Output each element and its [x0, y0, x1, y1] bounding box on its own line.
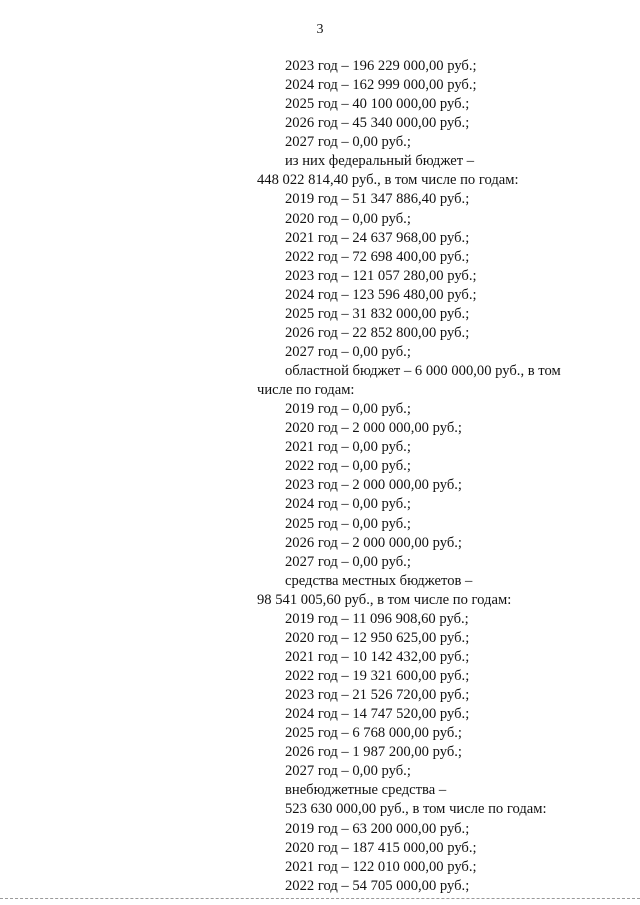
- text-line: 2027 год – 0,00 руб.;: [285, 134, 411, 151]
- text-line: 2020 год – 0,00 руб.;: [285, 210, 411, 227]
- text-line: 2023 год – 196 229 000,00 руб.;: [285, 58, 477, 74]
- text-line: 2022 год – 19 321 600,00 руб.;: [285, 668, 470, 684]
- text-line: 98 541 005,60 руб., в том числе по годам:: [257, 591, 512, 608]
- text-line: внебюджетные средства –: [285, 782, 447, 799]
- text-line: 2026 год – 45 340 000,00 руб.;: [285, 115, 470, 132]
- text-line: 2020 год – 2 000 000,00 руб.;: [285, 420, 462, 437]
- text-line: 2021 год – 122 010 000,00 руб.;: [285, 858, 477, 875]
- text-line: 2026 год – 22 852 800,00 руб.;: [285, 324, 470, 341]
- text-line: 2021 год – 24 637 968,00 руб.;: [285, 229, 470, 246]
- text-line: 2025 год – 0,00 руб.;: [285, 515, 411, 532]
- text-line: 2020 год – 12 950 625,00 руб.;: [285, 629, 470, 646]
- document-body: [0, 57, 640, 896]
- text-line: 2024 год – 123 596 480,00 руб.;: [285, 286, 477, 303]
- text-line: 2027 год – 0,00 руб.;: [285, 343, 411, 360]
- page-number: 3: [316, 22, 324, 37]
- text-line: 2022 год – 72 698 400,00 руб.;: [285, 248, 470, 265]
- text-line: 2022 год – 0,00 руб.;: [285, 458, 411, 475]
- text-line: числе по годам:: [257, 382, 355, 399]
- text-line: 2023 год – 2 000 000,00 руб.;: [285, 477, 462, 494]
- text-line: 2019 год – 11 096 908,60 руб.;: [285, 610, 469, 627]
- text-line: 448 022 814,40 руб., в том числе по годам:: [257, 172, 519, 189]
- text-line: средства местных бюджетов –: [285, 572, 473, 589]
- text-line: областной бюджет – 6 000 000,00 руб., в том: [285, 363, 561, 379]
- text-line: 2024 год – 14 747 520,00 руб.;: [285, 706, 470, 723]
- text-line: 2019 год – 63 200 000,00 руб.;: [285, 820, 470, 837]
- text-line: 2025 год – 31 832 000,00 руб.;: [285, 305, 470, 322]
- text-line: 2019 год – 0,00 руб.;: [285, 401, 411, 418]
- text-line: из них федеральный бюджет –: [285, 153, 475, 170]
- text-line: 2021 год – 0,00 руб.;: [285, 439, 411, 456]
- text-line: 2026 год – 1 987 200,00 руб.;: [285, 744, 462, 761]
- bottom-scan-rule: [0, 898, 640, 901]
- text-line: 2027 год – 0,00 руб.;: [285, 763, 411, 780]
- text-line: 2022 год – 54 705 000,00 руб.;: [285, 877, 470, 894]
- text-line: 2021 год – 10 142 432,00 руб.;: [285, 648, 470, 665]
- text-line: 2026 год – 2 000 000,00 руб.;: [285, 534, 462, 551]
- text-line: 2023 год – 21 526 720,00 руб.;: [285, 687, 470, 704]
- text-line: 523 630 000,00 руб., в том числе по годам:: [285, 801, 547, 818]
- text-line: 2019 год – 51 347 886,40 руб.;: [285, 191, 470, 208]
- text-line: 2025 год – 40 100 000,00 руб.;: [285, 96, 470, 113]
- text-line: 2023 год – 121 057 280,00 руб.;: [285, 267, 477, 284]
- text-line: 2027 год – 0,00 руб.;: [285, 553, 411, 570]
- text-line: 2024 год – 162 999 000,00 руб.;: [285, 77, 477, 94]
- text-line: 2025 год – 6 768 000,00 руб.;: [285, 725, 462, 742]
- text-line: 2024 год – 0,00 руб.;: [285, 496, 411, 513]
- text-line: 2020 год – 187 415 000,00 руб.;: [285, 839, 477, 856]
